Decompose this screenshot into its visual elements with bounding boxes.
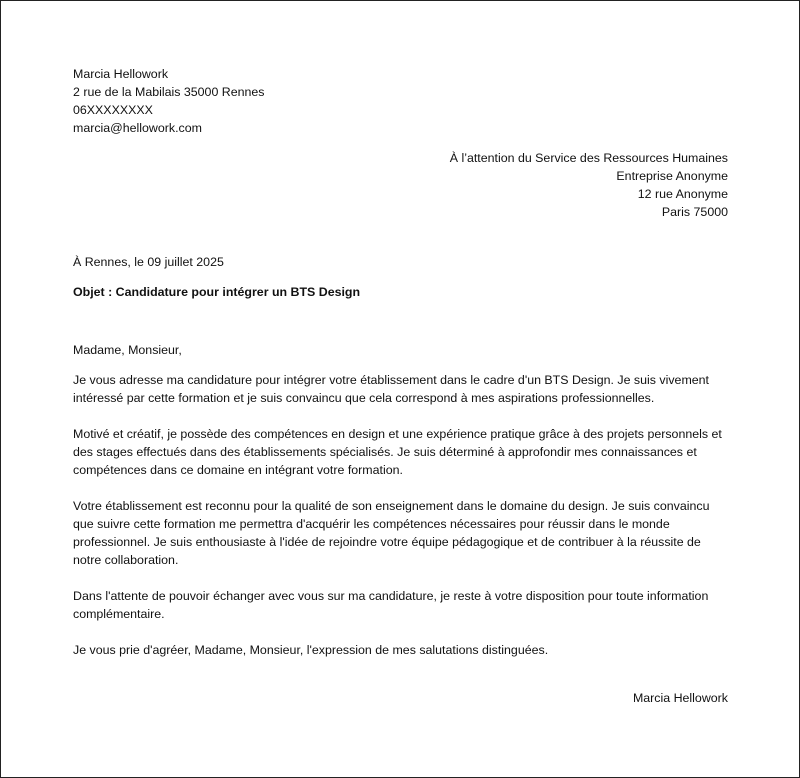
letter-signature: Marcia Hellowork (632, 691, 728, 705)
paragraph-school: Votre établissement est reconnu pour la qualité de son enseignement dans le domaine du design. Je suis convaincu que suivre cette formation me permettra d'acquérir les compétences nécessaires pour réussir dans le monde professionnel. Je suis enthousiaste à l'idée de rejoindre votre équipe pédagogique et de contribuer à la réussite de notre collaboration. (73, 499, 710, 567)
sender-address: 2 rue de la Mabilais 35000 Rennes (73, 85, 265, 99)
recipient-city: Paris 75000 (661, 205, 728, 219)
recipient-attention: À l’attention du Service des Ressources Humaines (449, 151, 728, 165)
sender-email: marcia@hellowork.com (73, 121, 202, 135)
letter-salutation: Madame, Monsieur, (73, 343, 182, 357)
letter-date: À Rennes, le 09 juillet 2025 (73, 255, 224, 269)
paragraph-intro: Je vous adresse ma candidature pour intégrer votre établissement dans le cadre d'un BTS Design. Je suis vivement intéressé par cette formation et je suis convaincu que cela correspond à mes aspirations professionnelles. (73, 373, 709, 405)
letter-content (73, 65, 728, 707)
letter-subject: Objet : Candidature pour intégrer un BTS Design (73, 285, 361, 299)
recipient-street: 12 rue Anonyme (637, 187, 728, 201)
recipient-block (73, 149, 728, 221)
sender-name: Marcia Hellowork (73, 67, 169, 81)
paragraph-availability: Dans l'attente de pouvoir échanger avec vous sur ma candidature, je reste à votre disposition pour toute information complémentaire. (73, 589, 709, 621)
recipient-company: Entreprise Anonyme (616, 169, 728, 183)
sender-block (73, 65, 728, 137)
sender-phone: 06XXXXXXXX (73, 103, 153, 117)
paragraph-closing: Je vous prie d'agréer, Madame, Monsieur, l'expression de mes salutations distinguées. (73, 643, 549, 657)
paragraph-skills: Motivé et créatif, je possède des compétences en design et une expérience pratique grâce à des projets personnels et des stages effectués dans des établissements spécialisés. Je suis déterminé à approfondir mes connaissances et compétences dans ce domaine en intégrant votre formation. (73, 427, 722, 477)
